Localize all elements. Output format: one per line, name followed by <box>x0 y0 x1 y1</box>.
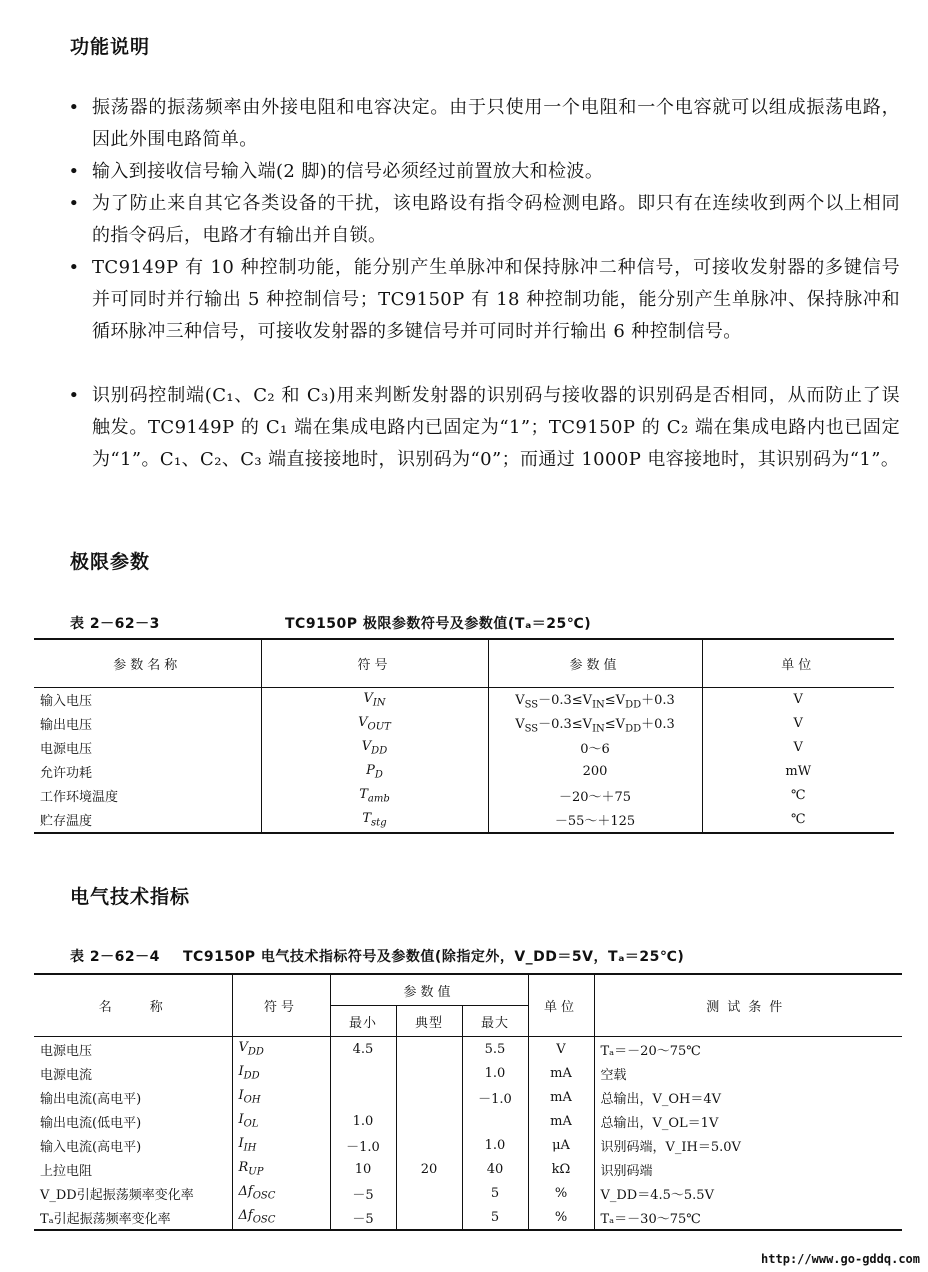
bullet-3 <box>70 188 900 252</box>
bullet-mark: • <box>68 161 80 182</box>
cell-max: 5 <box>462 1181 528 1205</box>
cell-condition: 总输出，V_OL＝1V <box>600 1115 719 1131</box>
table1-number: 表 2－62－3 <box>70 616 160 632</box>
bullet-mark: • <box>68 193 80 214</box>
header-param-name: 参数名称 <box>34 639 261 687</box>
section-title-limits: 极限参数 <box>70 551 151 573</box>
cell-name: 电源电压 <box>34 736 261 760</box>
cell-unit: mW <box>785 764 812 779</box>
bullet-text: 振荡器的振荡频率由外接电阻和电容决定。由于只使用一个电阻和一个电容就可以组成振荡电路，因此外围电路简单。 <box>92 97 900 150</box>
bullet-4 <box>70 252 900 348</box>
header-name: 名 称 <box>34 974 232 1037</box>
cell-name: 输入电流(高电平) <box>34 1133 232 1157</box>
cell-condition: Tₐ＝－30～75℃ <box>600 1211 701 1227</box>
cell-condition: 空载 <box>600 1067 627 1083</box>
cell-min <box>330 1061 396 1085</box>
bullet-1 <box>70 92 900 156</box>
table-row <box>34 1109 902 1133</box>
cell-name: 输入电压 <box>34 687 261 712</box>
table-row <box>34 1133 902 1157</box>
cell-symbol: $V_{DD}$ <box>261 736 488 760</box>
cell-name: 输出电流(低电平) <box>34 1109 232 1133</box>
cell-name: 输出电压 <box>34 712 261 736</box>
cell-condition: 识别码端，V_IH＝5.0V <box>600 1139 741 1155</box>
cell-max: 1.0 <box>462 1061 528 1085</box>
table-row <box>34 1181 902 1205</box>
cell-min <box>330 1085 396 1109</box>
cell-symbol: $T_{stg}$ <box>261 808 488 833</box>
table-row <box>34 687 894 712</box>
cell-symbol: $I_{IH}$ <box>232 1133 330 1157</box>
cell-name: Tₐ引起振荡频率变化率 <box>34 1205 232 1230</box>
bullet-text: 为了防止来自其它各类设备的干扰，该电路设有指令码检测电路。即只有在连续收到两个以上相同的指令码后，电路才有输出并自锁。 <box>92 193 900 246</box>
header-param-group: 参数值 <box>330 974 528 1006</box>
cell-name: V_DD引起振荡频率变化率 <box>34 1181 232 1205</box>
cell-typ <box>396 1133 462 1157</box>
cell-unit: μA <box>528 1133 594 1157</box>
header-unit: 单位 <box>528 974 594 1037</box>
cell-unit: V <box>793 740 803 755</box>
table-row <box>34 1205 902 1230</box>
table-row <box>34 1037 902 1062</box>
table-row <box>34 808 894 833</box>
cell-min: 1.0 <box>330 1109 396 1133</box>
cell-min: 4.5 <box>330 1037 396 1062</box>
bullet-text: 输入到接收信号输入端(2 脚)的信号必须经过前置放大和检波。 <box>92 161 604 182</box>
cell-min: －5 <box>330 1181 396 1205</box>
header-symbol: 符号 <box>232 974 330 1037</box>
table2-number: 表 2－62－4 <box>70 949 160 965</box>
cell-name: 工作环境温度 <box>34 784 261 808</box>
header-max: 最大 <box>462 1006 528 1037</box>
cell-unit: mA <box>528 1109 594 1133</box>
header-symbol: 符号 <box>261 639 488 687</box>
cell-unit: mA <box>528 1085 594 1109</box>
cell-symbol: $V_{DD}$ <box>232 1037 330 1062</box>
cell-symbol: $V_{IN}$ <box>261 687 488 712</box>
cell-value: 0～6 <box>488 736 702 760</box>
electrical-table <box>34 973 902 1231</box>
cell-typ <box>396 1205 462 1230</box>
bullet-mark: • <box>68 257 80 278</box>
header-condition: 测试条件 <box>594 974 902 1037</box>
cell-unit: ℃ <box>790 812 806 827</box>
bullet-mark: • <box>68 97 80 118</box>
cell-unit: V <box>793 692 803 707</box>
table-row <box>34 712 894 736</box>
cell-unit: kΩ <box>528 1157 594 1181</box>
cell-symbol: $I_{OL}$ <box>232 1109 330 1133</box>
cell-typ: 20 <box>396 1157 462 1181</box>
cell-symbol: $I_{DD}$ <box>232 1061 330 1085</box>
cell-typ <box>396 1181 462 1205</box>
cell-symbol: $R_{UP}$ <box>232 1157 330 1181</box>
cell-typ <box>396 1061 462 1085</box>
table-row <box>34 1157 902 1181</box>
bullet-mark: • <box>68 385 80 406</box>
limits-table <box>34 638 894 834</box>
header-typ: 典型 <box>396 1006 462 1037</box>
cell-value: －20～＋75 <box>488 784 702 808</box>
cell-symbol: $\Delta f_{OSC}$ <box>232 1181 330 1205</box>
table1-title: TC9150P 极限参数符号及参数值(Tₐ＝25℃) <box>285 616 592 632</box>
header-value: 参数值 <box>488 639 702 687</box>
table-row <box>34 736 894 760</box>
cell-symbol: $P_D$ <box>261 760 488 784</box>
cell-max: 40 <box>462 1157 528 1181</box>
table-header-row <box>34 974 902 1006</box>
cell-min: 10 <box>330 1157 396 1181</box>
cell-condition: Tₐ＝－20～75℃ <box>600 1043 701 1059</box>
cell-unit: ℃ <box>790 788 806 803</box>
cell-symbol: $\Delta f_{OSC}$ <box>232 1205 330 1230</box>
table-row <box>34 1061 902 1085</box>
section-title-electrical: 电气技术指标 <box>70 886 191 908</box>
cell-value: －55～＋125 <box>488 808 702 833</box>
cell-unit: V <box>793 716 803 731</box>
cell-min: －1.0 <box>330 1133 396 1157</box>
cell-unit: V <box>528 1037 594 1062</box>
cell-min: －5 <box>330 1205 396 1230</box>
cell-symbol: $I_{OH}$ <box>232 1085 330 1109</box>
cell-condition: 识别码端 <box>600 1163 653 1179</box>
table-row <box>34 1085 902 1109</box>
cell-name: 贮存温度 <box>34 808 261 833</box>
cell-symbol: $V_{OUT}$ <box>261 712 488 736</box>
cell-value: $V_{SS}-0.3\le V_{IN}\le V_{DD}+0.3$ <box>488 687 702 712</box>
cell-symbol: $T_{amb}$ <box>261 784 488 808</box>
bullet-5 <box>70 380 900 476</box>
cell-name: 电源电流 <box>34 1061 232 1085</box>
cell-unit: mA <box>528 1061 594 1085</box>
header-unit: 单位 <box>702 639 894 687</box>
cell-unit: % <box>528 1181 594 1205</box>
bullet-2 <box>70 156 900 188</box>
cell-typ <box>396 1085 462 1109</box>
cell-max: 5 <box>462 1205 528 1230</box>
cell-condition: 总输出，V_OH＝4V <box>600 1091 722 1107</box>
cell-name: 输出电流(高电平) <box>34 1085 232 1109</box>
cell-max: －1.0 <box>462 1085 528 1109</box>
table2-title: TC9150P 电气技术指标符号及参数值(除指定外，V_DD＝5V，Tₐ＝25℃) <box>183 949 685 965</box>
cell-condition: V_DD＝4.5～5.5V <box>600 1187 714 1203</box>
cell-name: 上拉电阻 <box>34 1157 232 1181</box>
cell-max: 1.0 <box>462 1133 528 1157</box>
bullet-text: TC9149P 有 10 种控制功能，能分别产生单脉冲和保持脉冲二种信号，可接收发射器的多键信号并可同时并行输出 5 种控制信号；TC9150P 有 18 种控制功能，能分别产生单脉冲、保持脉冲和循环脉冲三种信号，可接收发射器的多键信号并可同时并行输出 6 种控制信号。 <box>92 257 900 342</box>
cell-max: 5.5 <box>462 1037 528 1062</box>
cell-value: 200 <box>488 760 702 784</box>
table-row <box>34 784 894 808</box>
table-row <box>34 760 894 784</box>
cell-value: $V_{SS}-0.3\le V_{IN}\le V_{DD}+0.3$ <box>488 712 702 736</box>
cell-max <box>462 1109 528 1133</box>
footer-url[interactable]: http://www.go-gddq.com <box>761 1252 920 1266</box>
table-header-row <box>34 639 894 687</box>
section-title-function: 功能说明 <box>70 36 151 58</box>
cell-name: 允许功耗 <box>34 760 261 784</box>
bullet-text: 识别码控制端(C₁、C₂ 和 C₃)用来判断发射器的识别码与接收器的识别码是否相同，从而防止了误触发。TC9149P 的 C₁ 端在集成电路内已固定为“1”；TC9150P 的 C₂ 端在集成电路内也已固定为“1”。C₁、C₂、C₃ 端直接接地时，识别码为“0”；而通过 1000P 电容接地时，其识别码为“1”。 <box>92 385 900 470</box>
header-min: 最小 <box>330 1006 396 1037</box>
cell-typ <box>396 1109 462 1133</box>
cell-typ <box>396 1037 462 1062</box>
cell-unit: % <box>528 1205 594 1230</box>
cell-name: 电源电压 <box>34 1037 232 1062</box>
